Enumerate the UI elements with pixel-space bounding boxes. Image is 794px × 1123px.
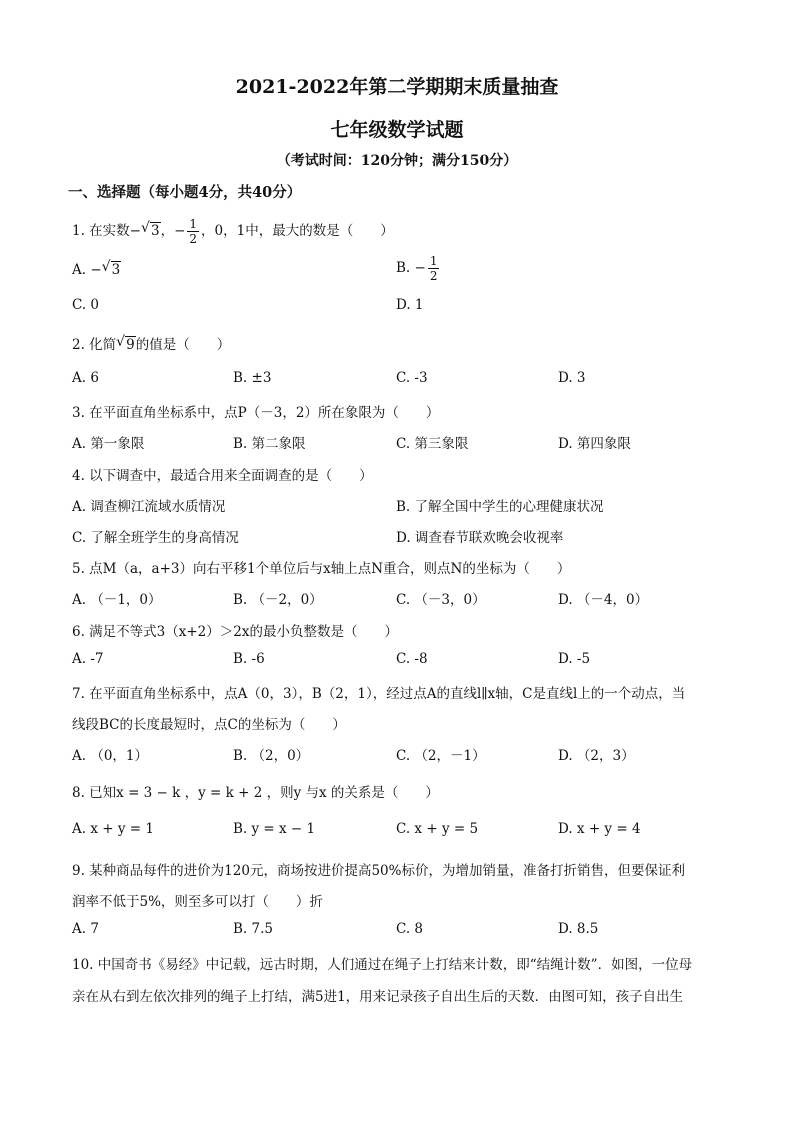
q3-option-c: C. 第三象限 bbox=[396, 436, 469, 452]
question-9-line-2: 润率不低于5%，则至多可以打（ ）折 bbox=[72, 894, 323, 910]
exam-info: （考试时间：120分钟；满分150分） bbox=[276, 153, 518, 169]
question-9-line-1: 9. 某种商品每件的进价为120元，商场按进价提高50%标价，为增加销量，准备打折销售，但要保证利 bbox=[72, 863, 685, 879]
question-1: 1. 在实数− √ 3，− $\frac{1}{2}$ ，0，1中，最大的数是（ ） bbox=[72, 217, 394, 246]
question-10-line-1: 10. 中国奇书《易经》中记载，远古时期，人们通过在绳子上打结来计数，即“结绳计数”．如图，一位母 bbox=[72, 957, 693, 973]
q6-option-a: A. -7 bbox=[72, 651, 104, 667]
question-2: 2. 化简 √ 9的值是（ ） bbox=[72, 334, 231, 353]
question-5: 5. 点M（a，a+3）向右平移1个单位后与x轴上点N重合，则点N的坐标为（ ） bbox=[72, 561, 571, 577]
q1-option-a: A. − √ 3 bbox=[72, 259, 121, 278]
q7-option-b: B. （2，0） bbox=[233, 748, 310, 764]
q5-option-d: D. （－4，0） bbox=[558, 592, 649, 608]
q7-option-c: C. （2，－1） bbox=[396, 748, 486, 764]
q9-option-c: C. 8 bbox=[396, 921, 424, 937]
question-6: 6. 满足不等式3（x+2）＞2x的最小负整数是（ ） bbox=[72, 624, 398, 640]
q5-option-b: B. （－2，0） bbox=[233, 592, 323, 608]
q4-option-d: D. 调查春节联欢晚会收视率 bbox=[396, 530, 564, 546]
q2-option-c: C. -3 bbox=[396, 370, 428, 386]
q9-option-d: D. 8.5 bbox=[558, 921, 599, 937]
q8-option-d: D. x + y = 4 bbox=[558, 821, 641, 837]
question-3: 3. 在平面直角坐标系中，点P（－3，2）所在象限为（ ） bbox=[72, 405, 440, 421]
q6-option-d: D. -5 bbox=[558, 651, 591, 667]
question-7-line-2: 线段BC的长度最短时，点C的坐标为（ ） bbox=[72, 717, 346, 733]
q3-option-a: A. 第一象限 bbox=[72, 436, 145, 452]
q4-option-a: A. 调查柳江流域水质情况 bbox=[72, 499, 226, 515]
q8-option-b: B. y = x − 1 bbox=[233, 821, 316, 837]
q2-option-a: A. 6 bbox=[72, 370, 99, 386]
q7-option-d: D. （2，3） bbox=[558, 748, 635, 764]
exam-subtitle: 七年级数学试题 bbox=[330, 119, 464, 141]
q3-option-b: B. 第二象限 bbox=[233, 436, 306, 452]
question-8: 8. 已知x = 3 − k ，y = k + 2 ，则y 与x 的关系是（ ） bbox=[72, 785, 439, 801]
q6-option-b: B. -6 bbox=[233, 651, 265, 667]
q1-option-c: C. 0 bbox=[72, 297, 100, 313]
q8-option-a: A. x + y = 1 bbox=[72, 821, 154, 837]
q9-option-b: B. 7.5 bbox=[233, 921, 273, 937]
q2-option-b: B. ±3 bbox=[233, 370, 272, 386]
q8-option-c: C. x + y = 5 bbox=[396, 821, 479, 837]
q1-option-d: D. 1 bbox=[396, 297, 424, 313]
section-heading: 一、选择题（每小题4分，共40分） bbox=[68, 184, 302, 201]
question-7-line-1: 7. 在平面直角坐标系中，点A（0，3），B（2，1），经过点A的直线l∥x轴，C是直线l上的一个动点，当 bbox=[72, 686, 686, 702]
q5-option-a: A. （－1，0） bbox=[72, 592, 162, 608]
q1-option-b: B. − $\frac{1}{2}$ bbox=[396, 254, 438, 283]
q4-option-b: B. 了解全国中学生的心理健康状况 bbox=[396, 499, 604, 515]
q7-option-a: A. （0，1） bbox=[72, 748, 149, 764]
question-4: 4. 以下调查中，最适合用来全面调查的是（ ） bbox=[72, 468, 373, 484]
exam-title: 2021-2022年第二学期期末质量抽查 bbox=[235, 76, 559, 98]
q4-option-c: C. 了解全班学生的身高情况 bbox=[72, 530, 239, 546]
q6-option-c: C. -8 bbox=[396, 651, 428, 667]
q2-option-d: D. 3 bbox=[558, 370, 586, 386]
q5-option-c: C. （－3，0） bbox=[396, 592, 486, 608]
q3-option-d: D. 第四象限 bbox=[558, 436, 631, 452]
question-10-line-2: 亲在从右到左依次排列的绳子上打结，满5进1，用来记录孩子自出生后的天数．由图可知，孩子自出生 bbox=[72, 989, 684, 1005]
q9-option-a: A. 7 bbox=[72, 921, 99, 937]
